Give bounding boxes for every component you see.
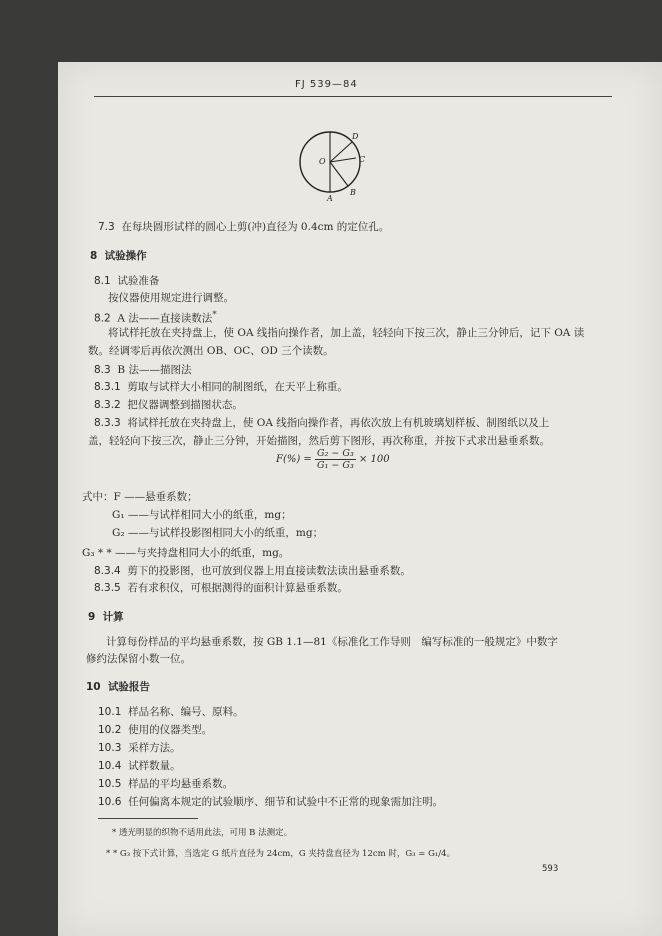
report-item: 10.1 样品名称、编号、原料。 xyxy=(98,706,244,718)
report-item: 10.5 样品的平均悬垂系数。 xyxy=(98,778,234,790)
para-8-1-body: 按仪器使用规定进行调整。 xyxy=(108,292,234,304)
label-d: D xyxy=(352,132,359,141)
header-rule xyxy=(94,96,612,97)
footnote-rule xyxy=(98,818,198,819)
report-item: 10.3 采样方法。 xyxy=(98,742,181,754)
label-b: B xyxy=(350,188,356,197)
page-number: 593 xyxy=(542,864,559,874)
label-c: C xyxy=(359,155,366,164)
para-7-3: 7.3 在每块圆形试样的圆心上剪(冲)直径为 0.4cm 的定位孔。 xyxy=(98,221,390,233)
section-10-heading: 10 试验报告 xyxy=(86,681,150,693)
legend-g3: G₃ * * ——与夹持盘相同大小的纸重，mg。 xyxy=(82,547,290,559)
para-9-body-2: 修约法保留小数一位。 xyxy=(86,653,191,665)
para-8-3: 8.3 B 法——描图法 xyxy=(94,364,192,376)
specimen-diagram xyxy=(290,122,370,202)
section-8-heading: 8 试验操作 xyxy=(90,250,147,262)
para-8-3-3-line2: 盖，轻轻向下按三次，静止三分钟，开始描图，然后剪下图形，再次称重，并按下式求出悬垂系数。 xyxy=(88,435,550,447)
para-8-3-5: 8.3.5 若有求积仪，可根据测得的面积计算悬垂系数。 xyxy=(94,582,348,594)
label-a: A xyxy=(327,194,333,202)
para-8-3-4: 8.3.4 剪下的投影图，也可放到仪器上用直接读数法读出悬垂系数。 xyxy=(94,565,411,577)
document-page xyxy=(58,62,662,936)
para-8-2-body-1: 将试样托放在夹持盘上，使 OA 线指向操作者，加上盖，轻轻向下按三次，静止三分钟后，记下 OA 读 xyxy=(108,327,585,339)
para-8-2: 8.2 A 法——直接读数法* xyxy=(94,310,217,325)
legend-g2: G₂ ——与试样投影图相同大小的纸重，mg； xyxy=(112,527,324,539)
para-8-3-1: 8.3.1 剪取与试样大小相同的制图纸，在天平上称重。 xyxy=(94,381,348,393)
para-8-3-3: 8.3.3 将试样托放在夹持盘上，使 OA 线指向操作者，再依次放上有机玻璃划样板、制图纸以及上 xyxy=(94,417,550,429)
section-9-heading: 9 计算 xyxy=(88,611,124,623)
line-ob xyxy=(330,162,348,186)
report-item: 10.2 使用的仪器类型。 xyxy=(98,724,213,736)
report-item: 10.4 试样数量。 xyxy=(98,760,181,772)
drape-formula: F(%) = $\frac{\text{G₂ − G₃}}{\text{G₁ − G₃}}$ × 100 xyxy=(276,448,390,471)
legend-intro: 式中：F ——悬垂系数； xyxy=(82,491,198,503)
legend-g1: G₁ ——与试样相同大小的纸重，mg； xyxy=(112,509,292,521)
footnote-1: * 透光明显的织物不适用此法，可用 B 法测定。 xyxy=(112,828,293,838)
footnote-2: * * G₃ 按下式计算，当选定 G 纸片直径为 24cm，G 夹持盘直径为 12cm 时，G₃ = G₁/4。 xyxy=(106,849,456,859)
label-o: O xyxy=(319,157,326,166)
para-8-2-body-2: 数。经调零后再依次测出 OB、OC、OD 三个读数。 xyxy=(88,345,334,357)
para-8-1: 8.1 试验准备 xyxy=(94,275,160,287)
para-9-body-1: 计算每份样品的平均悬垂系数，按 GB 1.1—81《标准化工作导则 编写标准的一般规定》中数字 xyxy=(106,636,558,648)
para-8-3-2: 8.3.2 把仪器调整到描图状态。 xyxy=(94,399,243,411)
report-item: 10.6 任何偏离本规定的试验顺序、细节和试验中不正常的现象需加注明。 xyxy=(98,796,444,808)
standard-code: FJ 539—84 xyxy=(295,79,358,90)
